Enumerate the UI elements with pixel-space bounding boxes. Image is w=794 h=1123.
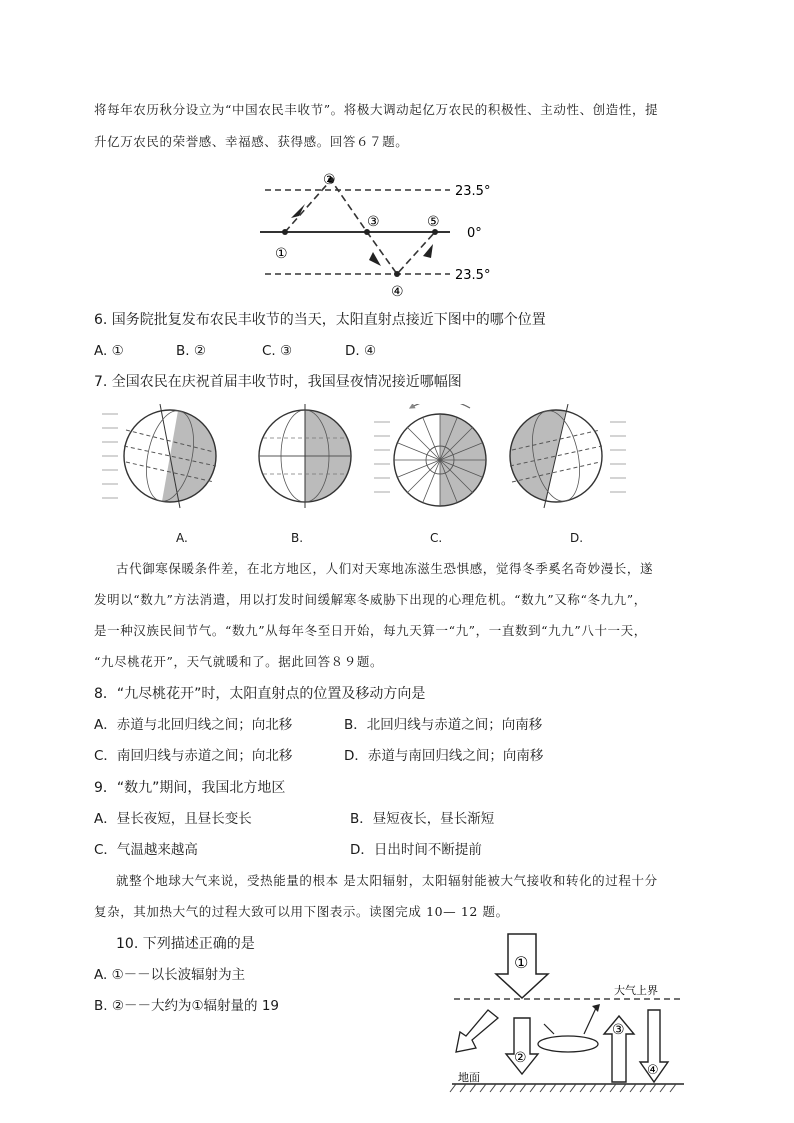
globe-label-a: A. [176,531,188,545]
passage2-line-1: 古代御寒保暖条件差，在北方地区，人们对天寒地冻滋生恐惧感，觉得冬季奚名奇妙漫长，遂 [116,561,654,576]
q9-stem: 9．“数九”期间，我国北方地区 [94,780,286,796]
passage2-line-2: 发明以“数九”方法消遣，用以打发时间缓解寒冬威胁下出现的心理危机。“数九”又称“冬九九”， [94,592,647,607]
intro-line-1: 将每年农历秋分设立为“中国农民丰收节”。将极大调动起亿万农民的积极性、主动性、创造性，提 [94,102,659,117]
globe-label-c: C. [430,531,443,545]
q6-option-a[interactable]: A. ① [94,343,124,359]
q8-option-d[interactable]: D．赤道与南回归线之间；向南移 [344,748,544,764]
globe-figures [100,404,640,514]
q8-option-c[interactable]: C．南回归线与赤道之间；向北移 [94,748,293,764]
point-4-label: ④ [391,284,404,300]
arrow-2-label: ② [514,1050,527,1066]
lat-top-label: 23.5° [455,184,491,199]
q9-option-b[interactable]: B．昼短夜长，昼长渐短 [350,811,495,827]
point-1-label: ① [275,246,288,262]
arrow-down-icon [369,252,381,266]
point-2-label: ② [323,172,336,188]
arrow-3-label: ③ [612,1022,625,1038]
q8-option-b[interactable]: B．北回归线与赤道之间；向南移 [344,717,543,733]
reflected-arrow-icon [456,1010,498,1052]
point-3-label: ③ [367,214,380,230]
arrow-up2-icon [423,244,433,258]
globe-a [124,404,223,509]
q10-option-b[interactable]: B. ②－－大约为①辐射量的 19 [94,998,280,1014]
globe-d [501,404,602,508]
globe-c [394,404,486,506]
q9-option-a[interactable]: A．昼长夜短，且昼长变长 [94,811,252,827]
lat-mid-label: 0° [467,226,482,241]
arrow-4-label: ④ [647,1063,659,1078]
sun-path-diagram [255,168,525,300]
atmosphere-heating-diagram [448,928,688,1098]
rotation-arrow-icon [410,404,470,408]
passage2-line-4: “九尽桃花开”，天气就暖和了。据此回答８９题。 [94,654,384,669]
q6-stem: 6. 国务院批复发布农民丰收节的当天，太阳直射点接近下图中的哪个位置 [94,312,546,328]
cloud-icon [538,1036,598,1052]
arrow-1-label: ① [514,953,529,972]
q7-stem: 7. 全国农民在庆祝首届丰收节时，我国昼夜情况接近哪幅图 [94,374,462,390]
q10-option-a[interactable]: A. ①－－以长波辐射为主 [94,967,246,983]
passage3-line-2: 复杂，其加热大气的过程大致可以用下图表示。读图完成 10— 12 题。 [94,904,509,919]
q10-stem: 10. 下列描述正确的是 [116,936,255,952]
globe-label-d: D. [570,531,584,545]
q8-option-a[interactable]: A．赤道与北回归线之间；向北移 [94,717,293,733]
q6-option-d[interactable]: D. ④ [345,343,377,359]
q6-option-b[interactable]: B. ② [176,343,206,359]
lat-bot-label: 23.5° [455,268,491,283]
ground-label: 地面 [458,1071,480,1084]
globe-b [259,404,351,508]
intro-line-2: 升亿万农民的荣誉感、幸福感、获得感。回答６７题。 [94,134,409,149]
globe-label-b: B. [291,531,304,545]
path-line [285,180,435,274]
q9-option-d[interactable]: D．日出时间不断提前 [350,842,482,858]
q6-option-c[interactable]: C. ③ [262,343,293,359]
point-5-label: ⑤ [427,214,440,230]
q9-option-c[interactable]: C．气温越来越高 [94,842,198,858]
passage2-line-3: 是一种汉族民间节气。“数九”从每年冬至日开始，每九天算一“九”，一直数到“九九”八十一天， [94,623,647,638]
atmosphere-top-label: 大气上界 [614,984,658,997]
q8-stem: 8．“九尽桃花开”时，太阳直射点的位置及移动方向是 [94,686,426,702]
passage3-line-1: 就整个地球大气来说，受热能量的根本 是太阳辐射，太阳辐射能被大气接收和转化的过程十分 [116,873,658,888]
